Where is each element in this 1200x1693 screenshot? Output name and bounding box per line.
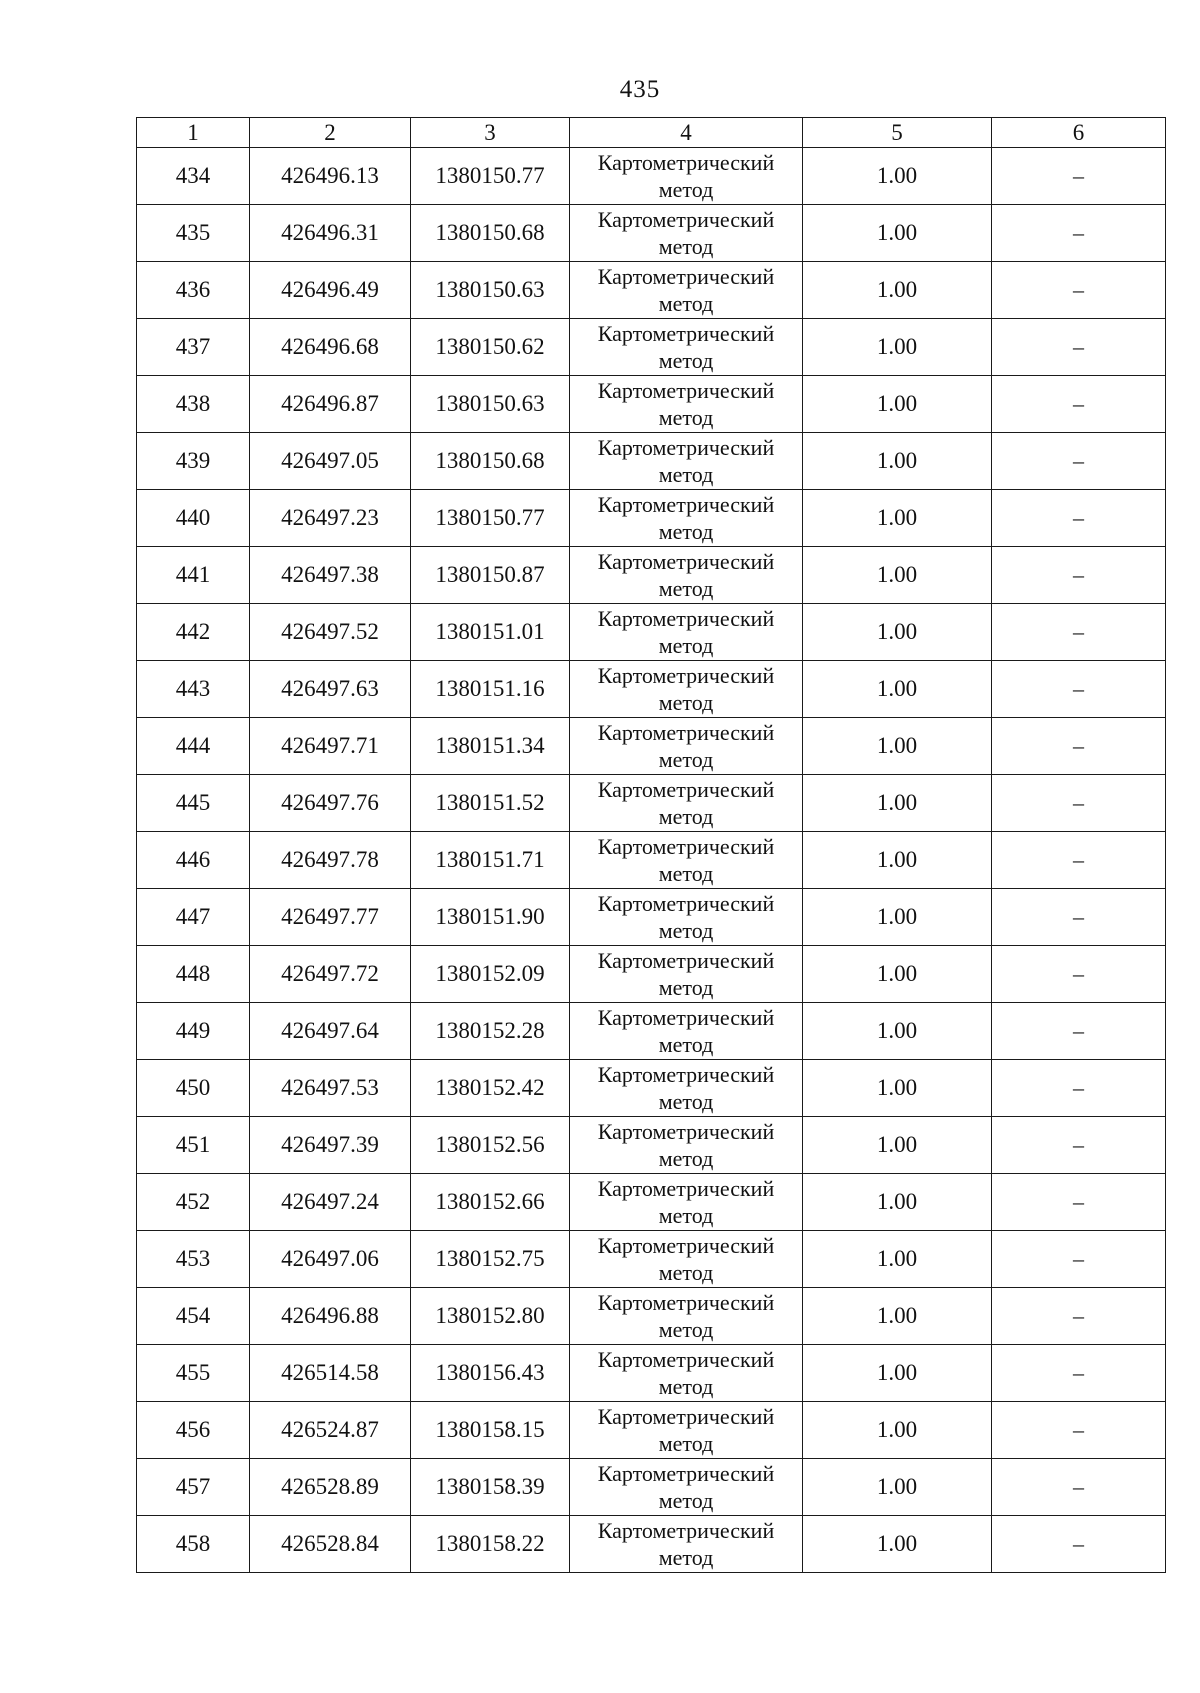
accuracy-cell: 1.00 (803, 1345, 992, 1402)
point-number-cell: 442 (137, 604, 250, 661)
table-row (137, 547, 1166, 604)
y-coordinate-cell: 1380151.52 (411, 775, 570, 832)
y-coordinate-cell: 1380158.15 (411, 1402, 570, 1459)
x-coordinate-cell: 426497.24 (250, 1174, 411, 1231)
x-coordinate-cell: 426496.88 (250, 1288, 411, 1345)
table-header (137, 118, 1166, 148)
accuracy-cell: 1.00 (803, 433, 992, 490)
point-number-cell: 435 (137, 205, 250, 262)
accuracy-cell: 1.00 (803, 718, 992, 775)
table-row (137, 490, 1166, 547)
point-number-cell: 456 (137, 1402, 250, 1459)
method-cell: Картометрический метод (570, 490, 803, 547)
table-row (137, 1060, 1166, 1117)
x-coordinate-cell: 426497.77 (250, 889, 411, 946)
table-row (137, 1231, 1166, 1288)
table-row (137, 262, 1166, 319)
y-coordinate-cell: 1380152.66 (411, 1174, 570, 1231)
point-number-cell: 454 (137, 1288, 250, 1345)
method-cell: Картометрический метод (570, 1117, 803, 1174)
note-cell: – (992, 376, 1166, 433)
x-coordinate-cell: 426497.63 (250, 661, 411, 718)
method-cell: Картометрический метод (570, 376, 803, 433)
point-number-cell: 439 (137, 433, 250, 490)
table-row (137, 604, 1166, 661)
y-coordinate-cell: 1380152.56 (411, 1117, 570, 1174)
point-number-cell: 446 (137, 832, 250, 889)
x-coordinate-cell: 426496.31 (250, 205, 411, 262)
accuracy-cell: 1.00 (803, 1402, 992, 1459)
point-number-cell: 455 (137, 1345, 250, 1402)
table-row (137, 1003, 1166, 1060)
x-coordinate-cell: 426497.72 (250, 946, 411, 1003)
x-coordinate-cell: 426497.78 (250, 832, 411, 889)
y-coordinate-cell: 1380151.16 (411, 661, 570, 718)
note-cell: – (992, 1174, 1166, 1231)
y-coordinate-cell: 1380150.77 (411, 148, 570, 205)
x-coordinate-cell: 426528.84 (250, 1516, 411, 1573)
method-cell: Картометрический метод (570, 547, 803, 604)
x-coordinate-cell: 426497.64 (250, 1003, 411, 1060)
column-header: 1 (137, 118, 250, 148)
note-cell: – (992, 1060, 1166, 1117)
table-row (137, 946, 1166, 1003)
note-cell: – (992, 604, 1166, 661)
x-coordinate-cell: 426497.76 (250, 775, 411, 832)
point-number-cell: 457 (137, 1459, 250, 1516)
table-row (137, 319, 1166, 376)
accuracy-cell: 1.00 (803, 889, 992, 946)
column-header: 6 (992, 118, 1166, 148)
y-coordinate-cell: 1380150.63 (411, 262, 570, 319)
table-row (137, 718, 1166, 775)
x-coordinate-cell: 426514.58 (250, 1345, 411, 1402)
accuracy-cell: 1.00 (803, 1231, 992, 1288)
method-cell: Картометрический метод (570, 775, 803, 832)
y-coordinate-cell: 1380152.28 (411, 1003, 570, 1060)
y-coordinate-cell: 1380152.75 (411, 1231, 570, 1288)
note-cell: – (992, 1288, 1166, 1345)
point-number-cell: 450 (137, 1060, 250, 1117)
y-coordinate-cell: 1380150.62 (411, 319, 570, 376)
x-coordinate-cell: 426497.23 (250, 490, 411, 547)
table-row (137, 1516, 1166, 1573)
table-row (137, 1117, 1166, 1174)
method-cell: Картометрический метод (570, 1459, 803, 1516)
table-row (137, 1459, 1166, 1516)
note-cell: – (992, 319, 1166, 376)
y-coordinate-cell: 1380151.01 (411, 604, 570, 661)
accuracy-cell: 1.00 (803, 661, 992, 718)
method-cell: Картометрический метод (570, 1516, 803, 1573)
method-cell: Картометрический метод (570, 946, 803, 1003)
column-header: 5 (803, 118, 992, 148)
method-cell: Картометрический метод (570, 319, 803, 376)
method-cell: Картометрический метод (570, 433, 803, 490)
method-cell: Картометрический метод (570, 832, 803, 889)
table-row (137, 1174, 1166, 1231)
note-cell: – (992, 148, 1166, 205)
x-coordinate-cell: 426496.87 (250, 376, 411, 433)
y-coordinate-cell: 1380150.63 (411, 376, 570, 433)
table-body (137, 148, 1166, 1573)
note-cell: – (992, 1345, 1166, 1402)
table-row (137, 433, 1166, 490)
method-cell: Картометрический метод (570, 148, 803, 205)
table-row (137, 148, 1166, 205)
x-coordinate-cell: 426497.38 (250, 547, 411, 604)
point-number-cell: 436 (137, 262, 250, 319)
x-coordinate-cell: 426497.05 (250, 433, 411, 490)
y-coordinate-cell: 1380151.90 (411, 889, 570, 946)
note-cell: – (992, 946, 1166, 1003)
table-row (137, 775, 1166, 832)
method-cell: Картометрический метод (570, 889, 803, 946)
note-cell: – (992, 1516, 1166, 1573)
accuracy-cell: 1.00 (803, 1516, 992, 1573)
method-cell: Картометрический метод (570, 205, 803, 262)
accuracy-cell: 1.00 (803, 1459, 992, 1516)
note-cell: – (992, 490, 1166, 547)
accuracy-cell: 1.00 (803, 832, 992, 889)
point-number-cell: 440 (137, 490, 250, 547)
header-row (137, 118, 1166, 148)
accuracy-cell: 1.00 (803, 1117, 992, 1174)
note-cell: – (992, 1117, 1166, 1174)
point-number-cell: 437 (137, 319, 250, 376)
y-coordinate-cell: 1380150.68 (411, 433, 570, 490)
note-cell: – (992, 1402, 1166, 1459)
point-number-cell: 438 (137, 376, 250, 433)
table-row (137, 889, 1166, 946)
accuracy-cell: 1.00 (803, 547, 992, 604)
y-coordinate-cell: 1380152.80 (411, 1288, 570, 1345)
method-cell: Картометрический метод (570, 1174, 803, 1231)
note-cell: – (992, 775, 1166, 832)
method-cell: Картометрический метод (570, 718, 803, 775)
column-header: 4 (570, 118, 803, 148)
column-header: 3 (411, 118, 570, 148)
x-coordinate-cell: 426496.13 (250, 148, 411, 205)
accuracy-cell: 1.00 (803, 262, 992, 319)
accuracy-cell: 1.00 (803, 1288, 992, 1345)
table-row (137, 1288, 1166, 1345)
x-coordinate-cell: 426497.39 (250, 1117, 411, 1174)
accuracy-cell: 1.00 (803, 319, 992, 376)
accuracy-cell: 1.00 (803, 604, 992, 661)
accuracy-cell: 1.00 (803, 775, 992, 832)
accuracy-cell: 1.00 (803, 148, 992, 205)
note-cell: – (992, 832, 1166, 889)
note-cell: – (992, 661, 1166, 718)
accuracy-cell: 1.00 (803, 1060, 992, 1117)
x-coordinate-cell: 426497.06 (250, 1231, 411, 1288)
page-number: 435 (619, 76, 661, 103)
table-row (137, 376, 1166, 433)
method-cell: Картометрический метод (570, 1402, 803, 1459)
y-coordinate-cell: 1380151.34 (411, 718, 570, 775)
note-cell: – (992, 433, 1166, 490)
point-number-cell: 451 (137, 1117, 250, 1174)
note-cell: – (992, 1003, 1166, 1060)
note-cell: – (992, 718, 1166, 775)
accuracy-cell: 1.00 (803, 490, 992, 547)
method-cell: Картометрический метод (570, 1231, 803, 1288)
accuracy-cell: 1.00 (803, 1174, 992, 1231)
column-header: 2 (250, 118, 411, 148)
point-number-cell: 445 (137, 775, 250, 832)
y-coordinate-cell: 1380151.71 (411, 832, 570, 889)
point-number-cell: 444 (137, 718, 250, 775)
note-cell: – (992, 205, 1166, 262)
x-coordinate-cell: 426497.71 (250, 718, 411, 775)
method-cell: Картометрический метод (570, 1345, 803, 1402)
note-cell: – (992, 1231, 1166, 1288)
method-cell: Картометрический метод (570, 604, 803, 661)
note-cell: – (992, 889, 1166, 946)
method-cell: Картометрический метод (570, 1288, 803, 1345)
y-coordinate-cell: 1380158.22 (411, 1516, 570, 1573)
table-row (137, 1345, 1166, 1402)
accuracy-cell: 1.00 (803, 376, 992, 433)
point-number-cell: 434 (137, 148, 250, 205)
point-number-cell: 453 (137, 1231, 250, 1288)
x-coordinate-cell: 426496.49 (250, 262, 411, 319)
method-cell: Картометрический метод (570, 1060, 803, 1117)
accuracy-cell: 1.00 (803, 946, 992, 1003)
method-cell: Картометрический метод (570, 1003, 803, 1060)
x-coordinate-cell: 426528.89 (250, 1459, 411, 1516)
coordinates-table (136, 117, 1166, 1573)
point-number-cell: 443 (137, 661, 250, 718)
y-coordinate-cell: 1380150.87 (411, 547, 570, 604)
x-coordinate-cell: 426496.68 (250, 319, 411, 376)
y-coordinate-cell: 1380156.43 (411, 1345, 570, 1402)
table-row (137, 205, 1166, 262)
table-row (137, 661, 1166, 718)
point-number-cell: 452 (137, 1174, 250, 1231)
accuracy-cell: 1.00 (803, 1003, 992, 1060)
table-row (137, 1402, 1166, 1459)
method-cell: Картометрический метод (570, 262, 803, 319)
accuracy-cell: 1.00 (803, 205, 992, 262)
x-coordinate-cell: 426524.87 (250, 1402, 411, 1459)
point-number-cell: 448 (137, 946, 250, 1003)
point-number-cell: 441 (137, 547, 250, 604)
y-coordinate-cell: 1380158.39 (411, 1459, 570, 1516)
y-coordinate-cell: 1380150.77 (411, 490, 570, 547)
y-coordinate-cell: 1380152.09 (411, 946, 570, 1003)
point-number-cell: 458 (137, 1516, 250, 1573)
note-cell: – (992, 547, 1166, 604)
y-coordinate-cell: 1380150.68 (411, 205, 570, 262)
point-number-cell: 447 (137, 889, 250, 946)
x-coordinate-cell: 426497.52 (250, 604, 411, 661)
y-coordinate-cell: 1380152.42 (411, 1060, 570, 1117)
table-row (137, 832, 1166, 889)
note-cell: – (992, 262, 1166, 319)
x-coordinate-cell: 426497.53 (250, 1060, 411, 1117)
point-number-cell: 449 (137, 1003, 250, 1060)
note-cell: – (992, 1459, 1166, 1516)
method-cell: Картометрический метод (570, 661, 803, 718)
